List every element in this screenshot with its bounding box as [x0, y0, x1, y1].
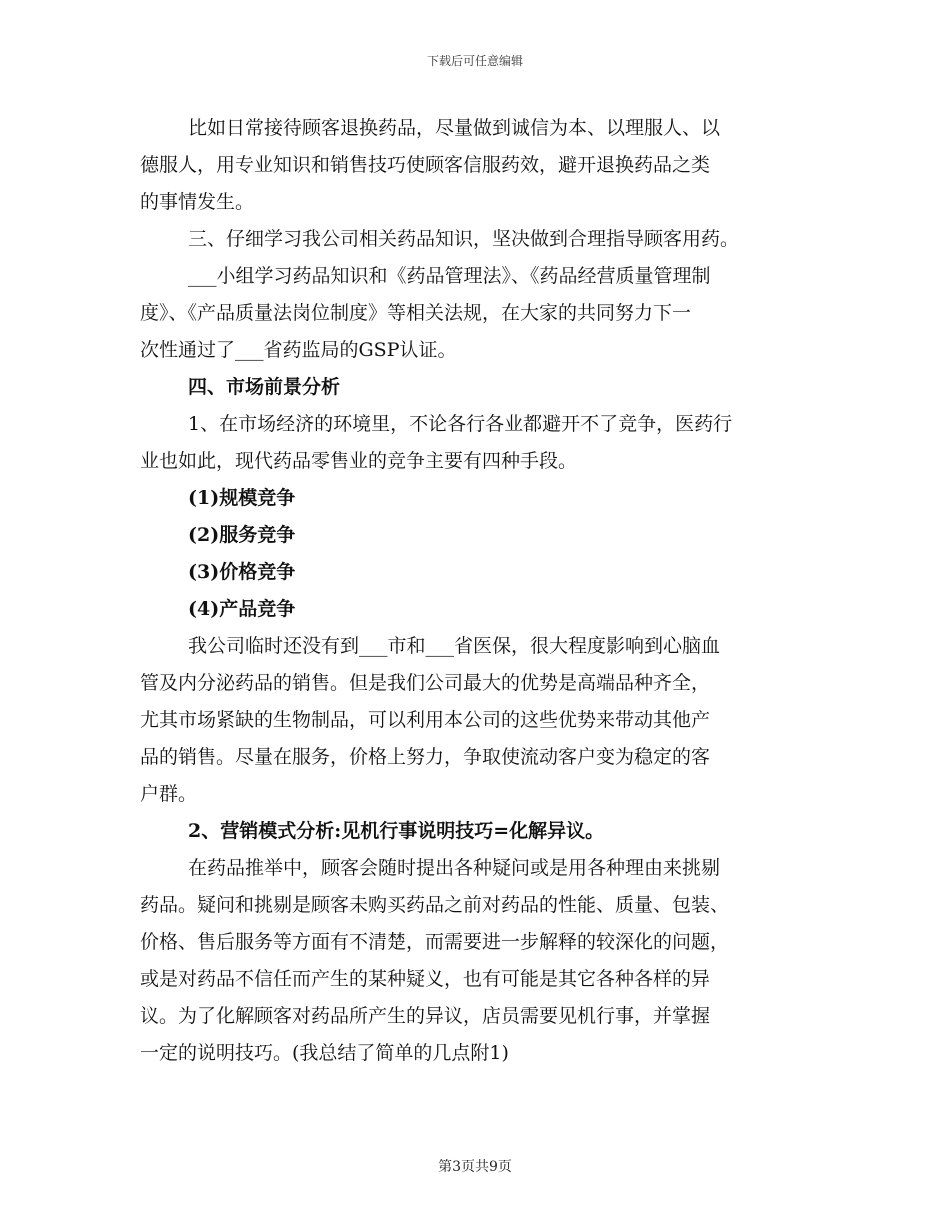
section-heading: (1)规模竞争: [188, 487, 296, 509]
paragraph-line: 我公司临时还没有到___市和___省医保，很大程度影响到心脑血: [188, 635, 721, 657]
paragraph-line: 管及内分泌药品的销售。但是我们公司最大的优势是高端品种齐全，: [140, 672, 711, 694]
paragraph-line: 价格、售后服务等方面有不清楚，而需要进一步解释的较深化的问题，: [140, 931, 730, 953]
paragraph-line: 一定的说明技巧。(我总结了简单的几点附1): [140, 1042, 509, 1064]
section-heading: 四、市场前景分析: [188, 376, 341, 398]
paragraph-line: 或是对药品不信任而产生的某种疑义，也有可能是其它各种各样的异: [140, 968, 711, 990]
paragraph-line: 业也如此，现代药品零售业的竞争主要有四种手段。: [140, 450, 578, 472]
paragraph-line: 的事情发生。: [140, 191, 255, 213]
paragraph-line: 比如日常接待顾客退换药品，尽量做到诚信为本、以理服人、以: [188, 117, 721, 139]
paragraph-line: 德服人，用专业知识和销售技巧使顾客信服药效，避开退换药品之类: [140, 154, 711, 176]
section-heading: 2、营销模式分析:见机行事说明技巧=化解异议。: [188, 820, 605, 842]
paragraph-line: 药品。疑问和挑剔是顾客未购买药品之前对药品的性能、质量、包装、: [140, 894, 730, 916]
page-number: 第3页共9页: [438, 1159, 512, 1175]
paragraph-line: 户群。: [140, 783, 198, 805]
document-body: [140, 110, 812, 1072]
section-heading: (3)价格竞争: [188, 561, 296, 583]
paragraph-line: 在药品推举中，顾客会随时提出各种疑问或是用各种理由来挑剔: [188, 857, 721, 879]
paragraph-line: 尤其市场紧缺的生物制品，可以利用本公司的这些优势来带动其他产: [140, 709, 711, 731]
paragraph-line: 度》、《产品质量法岗位制度》等相关法规，在大家的共同努力下一: [140, 302, 692, 324]
paragraph-line: 1、在市场经济的环境里，不论各行各业都避开不了竞争，医药行: [188, 413, 733, 435]
paragraph-line: 次性通过了___省药监局的GSP认证。: [140, 339, 457, 361]
section-heading: (4)产品竞争: [188, 598, 296, 620]
page-header-note: 下载后可任意编辑: [426, 54, 523, 68]
paragraph-line: 议。为了化解顾客对药品所产生的异议，店员需要见机行事，并掌握: [140, 1005, 711, 1027]
paragraph-line: ___小组学习药品知识和《药品管理法》、《药品经营质量管理制: [188, 265, 711, 287]
section-heading: (2)服务竞争: [188, 524, 296, 546]
paragraph-line: 品的销售。尽量在服务，价格上努力，争取使流动客户变为稳定的客: [140, 746, 711, 768]
paragraph-line: 三、仔细学习我公司相关药品知识，坚决做到合理指导顾客用药。: [188, 228, 740, 250]
